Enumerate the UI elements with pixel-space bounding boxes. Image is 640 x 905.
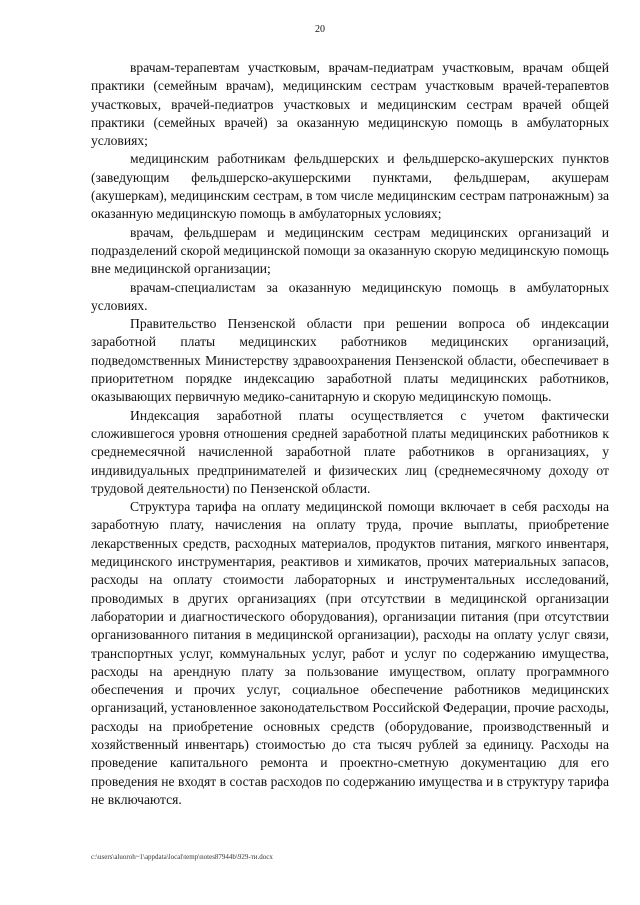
document-body — [91, 59, 609, 809]
paragraph-tariff-structure: Структура тарифа на оплату медицинской помощи включает в себя расходы на заработную плату, начисления на оплату труда, прочие выплаты, приобретение лекарственных средств, расходных материалов, продуктов питания, мягкого инвентаря, медицинского инструментария, реактивов и химикатов, прочих материальных запасов, расходы на оплату стоимости лабораторных и инструментальных исследований, проводимых в других организациях (при отсутствии в медицинской организации лаборатории и диагностического оборудования), организации питания (при отсутствии организованного питания в медицинской организации), расходы на оплату услуг связи, транспортных услуг, коммунальных услуг, работ и услуг по содержанию имущества, расходы на арендную плату за пользование имуществом, оплату программного обеспечения и прочих услуг, социальное обеспечение работников медицинских организаций, установленное законодательством Российской Федерации, прочие расходы, расходы на приобретение основных средств (оборудование, производственный и хозяйственный инвентарь) стоимостью до ста тысяч рублей за единицу. Расходы на проведение капитального ремонта и проектно-сметную документацию для его проведения не входят в состав расходов по содержанию имущества и в структуру тарифа не включаются. — [91, 499, 609, 807]
paragraph-emergency-care: врачам, фельдшерам и медицинским сестрам медицинских организаций и подразделений скорой медицинской помощи за оказанную скорую медицинскую помощь вне медицинской организации; — [91, 224, 609, 277]
paragraph-feldsher-stations: медицинским работникам фельдшерских и фельдшерско-акушерских пунктов (заведующим фельдшерско-акушерскими пунктами, фельдшерам, акушерам (акушеркам), медицинским сестрам, в том числе медицинским сестрам патронажным) за оказанную медицинскую помощь в амбулаторных условиях; — [91, 151, 609, 222]
page-number: 20 — [315, 24, 325, 35]
paragraph-specialists: врачам-специалистам за оказанную медицинскую помощь в амбулаторных условиях. — [91, 279, 609, 313]
paragraph-government-indexation: Правительство Пензенской области при решении вопроса об индексации заработной платы медицинских работников медицинских организаций, подведомственных Министерству здравоохранения Пензенской области, обеспечивает в приоритетном порядке индексацию заработной платы медицинских работников, оказывающих первичную медико-санитарную и скорую медицинскую помощь. — [91, 316, 609, 405]
footer-file-path: c:\users\aluoroh~1\appdata\local\temp\notes87944b\929-ти.docx — [91, 853, 273, 861]
paragraph-salary-indexation: Индексация заработной платы осуществляется с учетом фактически сложившегося уровня отношения средней заработной платы медицинских работников к среднемесячной начисленной заработной плате работников в организациях, у индивидуальных предпринимателей и физических лиц (среднемесячному доходу от трудовой деятельности) по Пензенской области. — [91, 407, 609, 496]
paragraph-therapists-pediatricians: врачам-терапевтам участковым, врачам-педиатрам участковым, врачам общей практики (семейным врачам), медицинским сестрам участковым врачей-терапевтов участковых, врачей-педиатров участковых и медицинским сестрам врачей общей практики (семейных врачей) за оказанную медицинскую помощь в амбулаторных условиях; — [91, 60, 609, 149]
